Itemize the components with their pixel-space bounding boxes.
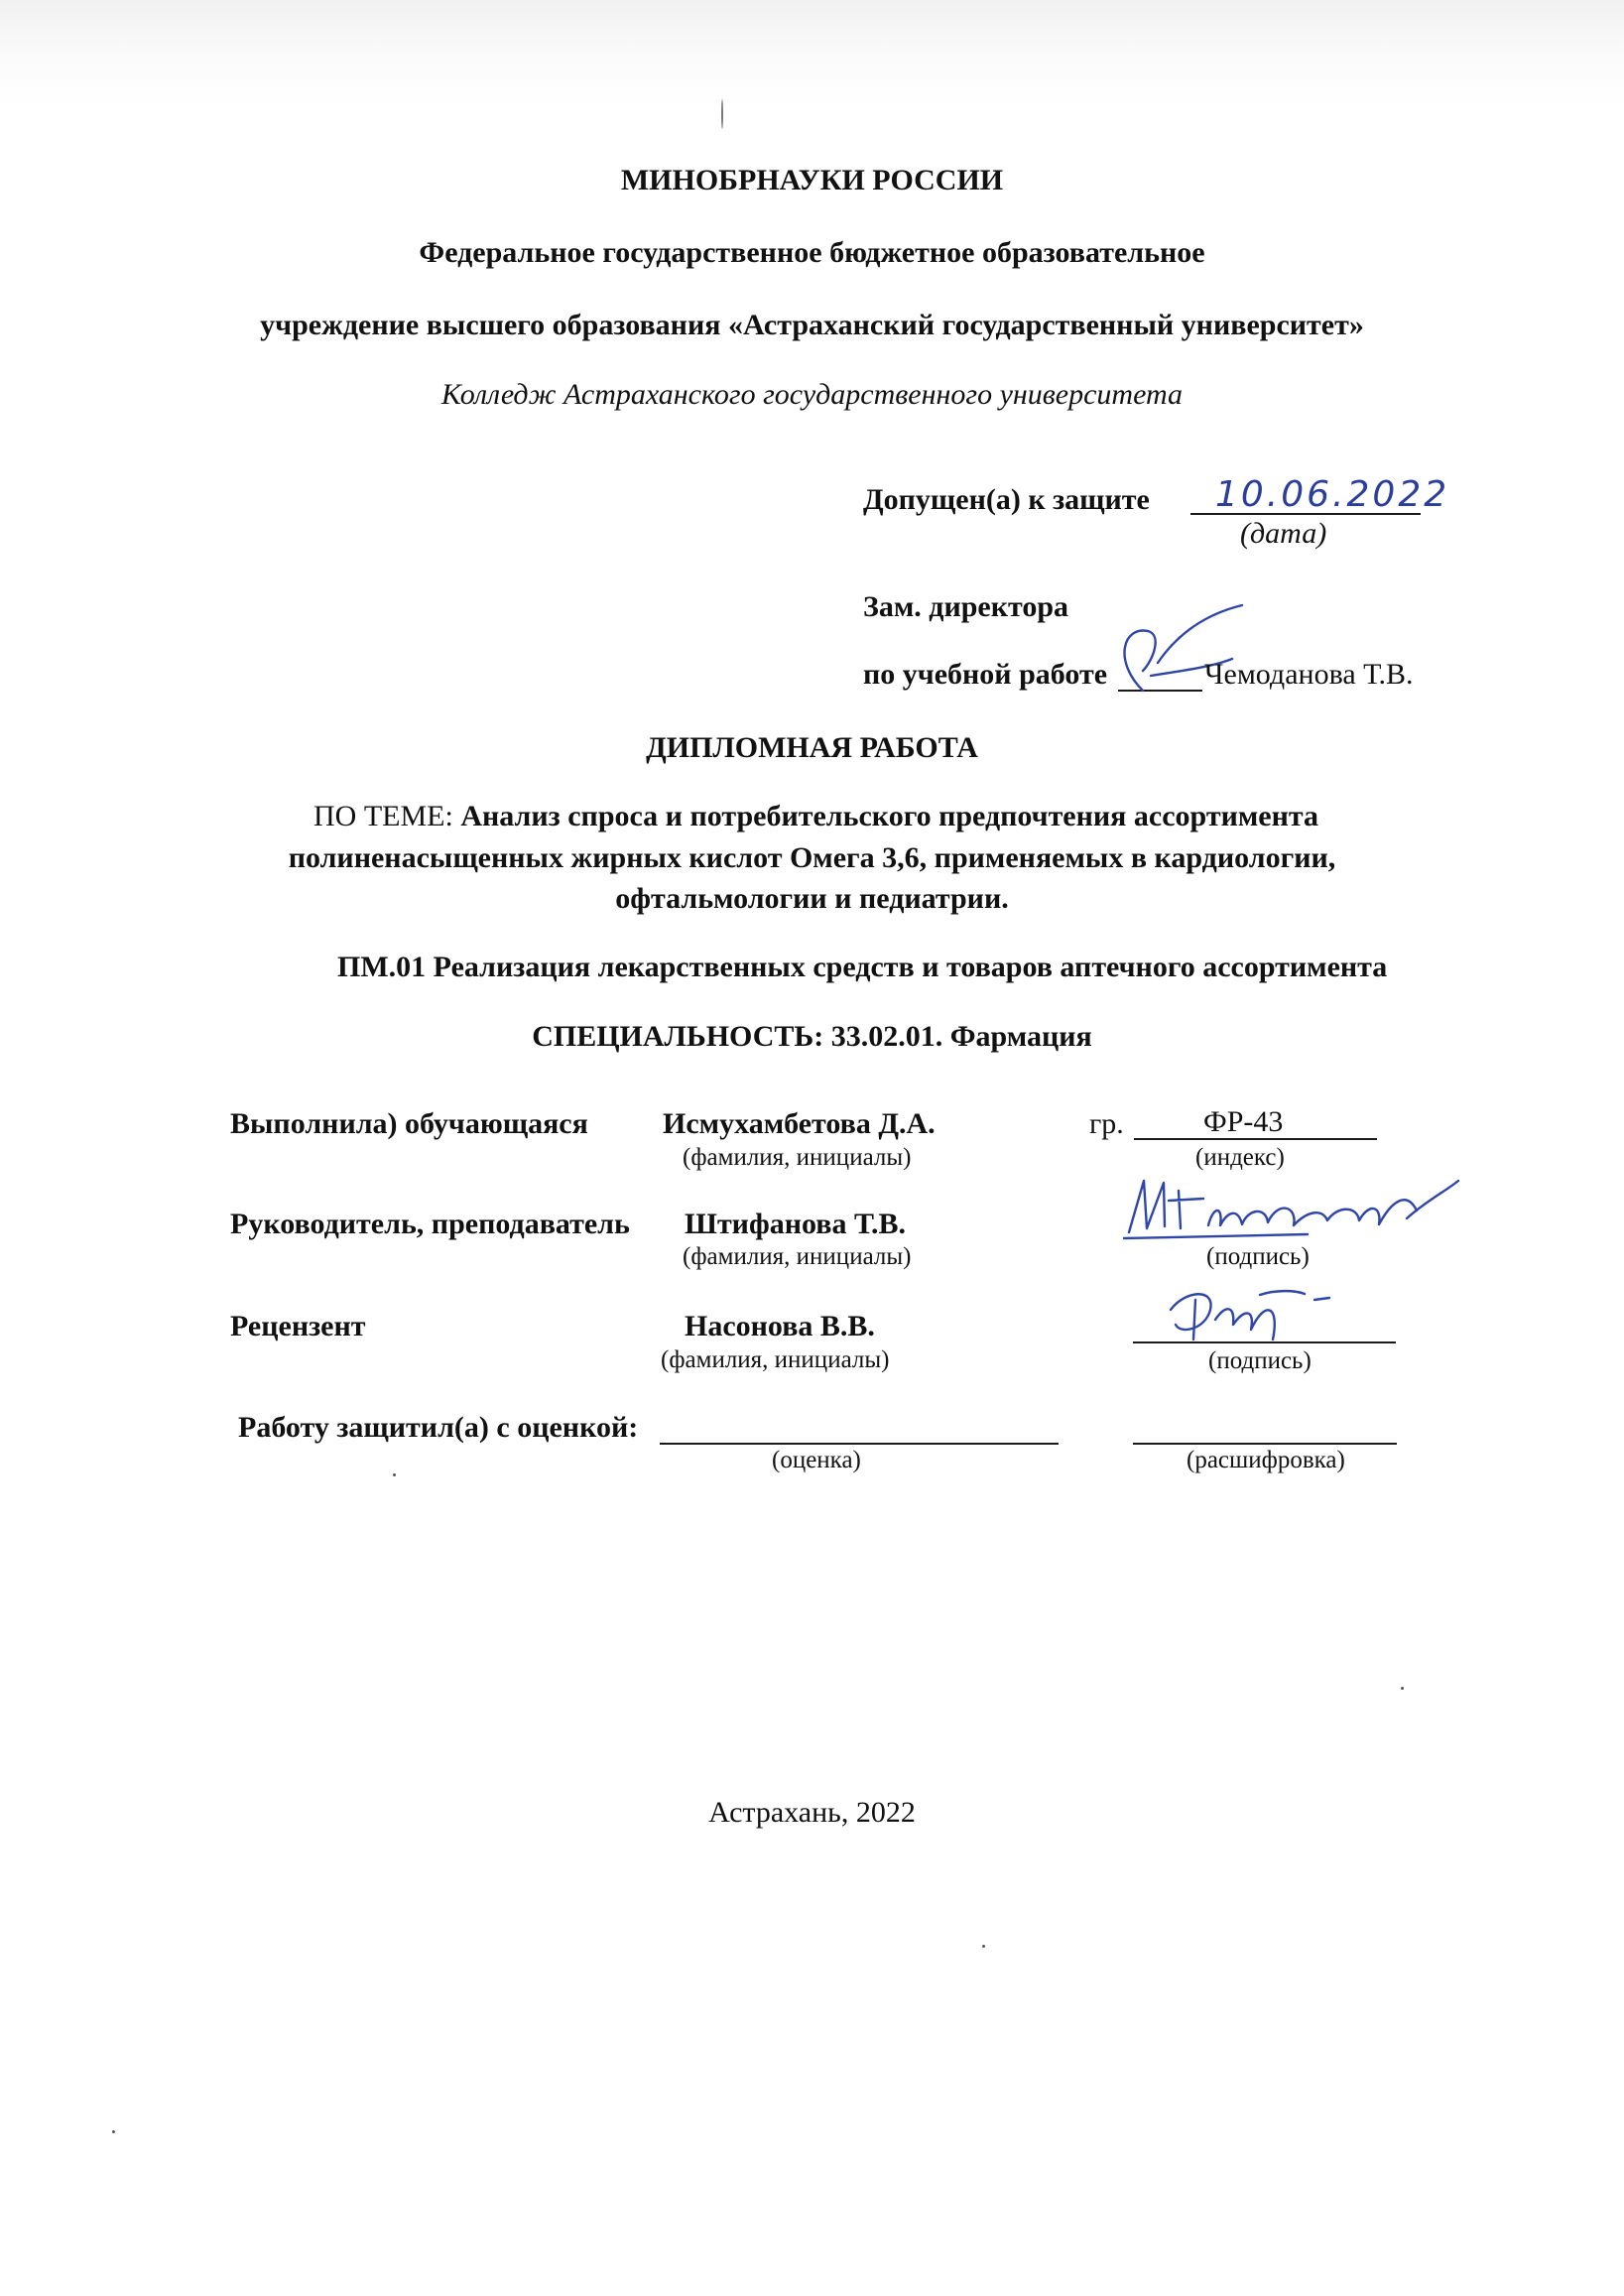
specialty: СПЕЦИАЛЬНОСТЬ: 33.02.01. Фармация xyxy=(532,1020,1092,1053)
defense-label: Работу защитил(а) с оценкой: xyxy=(238,1411,639,1444)
professional-module: ПМ.01 Реализация лекарственных средств и товаров аптечного ассортимента xyxy=(337,951,1388,983)
group-value: ФР-43 xyxy=(1203,1105,1284,1138)
supervisor-name-caption: (фамилия, инициалы) xyxy=(683,1243,912,1270)
student-role: Выполнила) обучающаяся xyxy=(230,1107,588,1140)
topic-line-2: полиненасыщенных жирных кислот Омега 3,6, применяемых в кардиологии, xyxy=(288,841,1336,874)
grade-caption: (оценка) xyxy=(772,1447,861,1473)
reviewer-signature-image xyxy=(1156,1280,1334,1349)
topic-text-1: Анализ спроса и потребительского предпочтения ассортимента xyxy=(460,800,1318,832)
supervisor-signature-image xyxy=(1109,1171,1466,1245)
decoding-line xyxy=(1133,1443,1397,1445)
supervisor-role: Руководитель, преподаватель xyxy=(230,1208,630,1240)
reviewer-name: Насонова В.В. xyxy=(685,1310,875,1342)
topic-line-3: офтальмологии и педиатрии. xyxy=(615,882,1009,915)
admission-label: Допущен(а) к защите xyxy=(863,483,1150,516)
reviewer-signature-caption: (подпись) xyxy=(1208,1347,1312,1374)
group-prefix: гр. xyxy=(1089,1107,1124,1140)
city-year: Астрахань, 2022 xyxy=(708,1796,916,1829)
scan-speck xyxy=(112,2130,115,2133)
scan-speck xyxy=(1401,1687,1404,1690)
admission-date-handwritten: 10.06.2022 xyxy=(1215,474,1450,515)
reviewer-role: Рецензент xyxy=(230,1310,366,1342)
topic-line-1 xyxy=(313,800,1318,834)
deputy-title-line-1: Зам. директора xyxy=(863,590,1069,623)
student-name-caption: (фамилия, инициалы) xyxy=(683,1144,912,1171)
institution-line-1: Федеральное государственное бюджетное образовательное xyxy=(419,236,1205,269)
scan-speck xyxy=(982,1945,985,1948)
work-title: ДИПЛОМНАЯ РАБОТА xyxy=(646,731,978,764)
grade-line xyxy=(660,1443,1059,1445)
reviewer-name-caption: (фамилия, инициалы) xyxy=(661,1346,890,1373)
ministry-title: МИНОБРНАУКИ РОССИИ xyxy=(620,164,1004,196)
topic-prefix: ПО ТЕМЕ: xyxy=(313,800,453,832)
institution-line-2: учреждение высшего образования «Астраханский государственный университет» xyxy=(260,309,1364,341)
deputy-name: Чемоданова Т.В. xyxy=(1204,658,1414,691)
supervisor-signature-caption: (подпись) xyxy=(1206,1243,1310,1270)
scan-speck xyxy=(393,1473,396,1476)
scan-mark xyxy=(721,99,723,129)
decoding-caption: (расшифровка) xyxy=(1187,1447,1345,1473)
date-underline xyxy=(1190,513,1421,515)
deputy-title-line-2: по учебной работе xyxy=(863,658,1108,691)
college-name: Колледж Астраханского государственного университета xyxy=(440,378,1184,411)
date-caption: (дата) xyxy=(1240,517,1327,550)
deputy-signature-image xyxy=(1103,601,1252,710)
supervisor-name: Штифанова Т.В. xyxy=(685,1208,906,1240)
student-name: Исмухамбетова Д.А. xyxy=(663,1107,936,1140)
group-caption: (индекс) xyxy=(1195,1144,1285,1171)
